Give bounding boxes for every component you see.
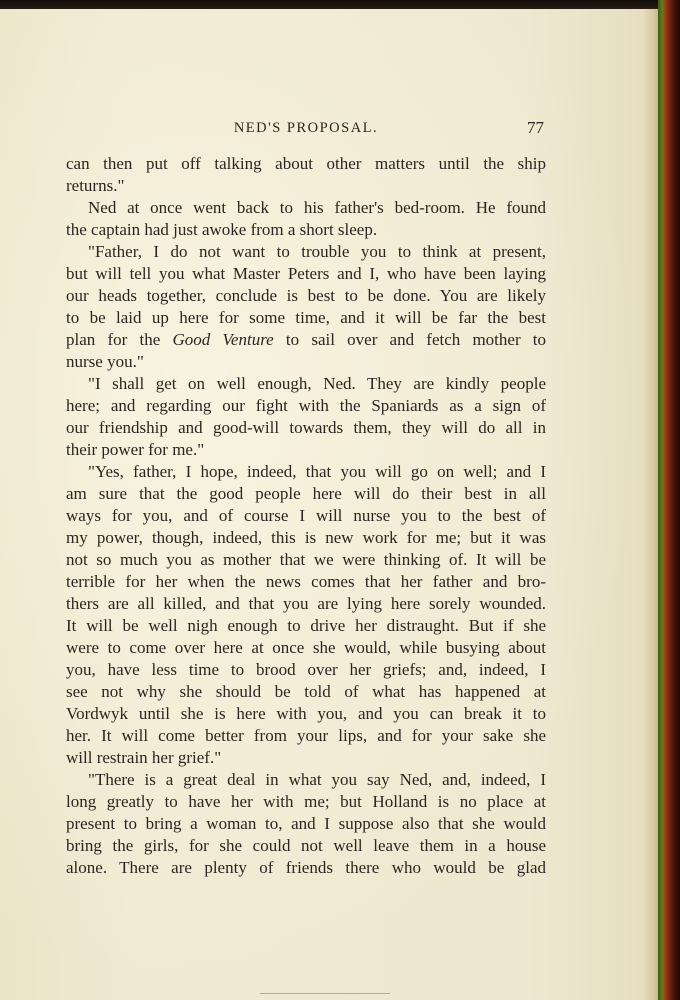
bottom-fold-mark <box>260 993 390 994</box>
text-line: thers are all killed, and that you are lying here sorely wounded. <box>66 594 546 613</box>
text-line: my power, though, indeed, this is new work for me; but it was <box>66 528 546 547</box>
text-line: "Father, I do not want to trouble you to think at present, <box>88 242 546 261</box>
text-line: present to bring a woman to, and I suppose also that she would <box>66 814 546 833</box>
page-edge-shadow <box>644 9 658 1000</box>
text-line: our friendship and good-will towards them, they will do all in <box>66 418 546 437</box>
text-line: were to come over here at once she would, while busying about <box>66 638 546 657</box>
text-line: her. It will come better from your lips, and for your sake she <box>66 726 546 745</box>
text-line: Ned at once went back to his father's bed-room. He found <box>88 198 546 217</box>
text-line: terrible for her when the news comes that her father and bro- <box>66 572 546 591</box>
text-line <box>66 329 546 351</box>
text-line: will restrain her grief." <box>66 748 222 767</box>
text-line: the captain had just awoke from a short sleep. <box>66 220 378 239</box>
text-line: "There is a great deal in what you say Ned, and, indeed, I <box>88 770 546 789</box>
text-segment: to sail over and fetch mother to <box>273 330 546 349</box>
text-line: can then put off talking about other matters until the ship <box>66 154 546 173</box>
text-line: bring the girls, for she could not well leave them in a house <box>66 836 546 855</box>
text-line: to be laid up here for some time, and it will be far the best <box>66 308 546 327</box>
text-line: "I shall get on well enough, Ned. They are kindly people <box>88 374 546 393</box>
text-line: ways for you, and of course I will nurse you to the best of <box>66 506 546 525</box>
text-line: returns." <box>66 176 125 195</box>
text-line: here; and regarding our fight with the Spaniards as a sign of <box>66 396 546 415</box>
text-line: but will tell you what Master Peters and I, who have been laying <box>66 264 546 283</box>
ship-name-italic: Good Venture <box>172 330 274 349</box>
text-line: not so much you as mother that we were thinking of. It will be <box>66 550 546 569</box>
running-title: NED'S PROPOSAL. <box>233 120 379 136</box>
text-line: am sure that the good people here will do their best in all <box>66 484 546 503</box>
text-line: Vordwyk until she is here with you, and you can break it to <box>66 704 546 723</box>
text-line: "Yes, father, I hope, indeed, that you will go on well; and I <box>88 462 546 481</box>
text-line: alone. There are plenty of friends there who would be glad <box>66 858 546 877</box>
text-segment: plan for the <box>66 330 173 349</box>
text-line: see not why she should be told of what has happened at <box>66 682 546 701</box>
text-line: their power for me." <box>66 440 205 459</box>
book-cover-edge <box>658 0 680 1000</box>
body-text <box>66 153 546 879</box>
text-line: our heads together, conclude is best to be done. You are likely <box>66 286 546 305</box>
text-line: you, have less time to brood over her griefs; and, indeed, I <box>66 660 546 679</box>
text-line: long greatly to have her with me; but Holland is no place at <box>66 792 546 811</box>
page-header <box>66 118 546 142</box>
text-line: nurse you." <box>66 352 144 371</box>
page-number: 77 <box>527 118 544 137</box>
text-line: It will be well nigh enough to drive her distraught. But if she <box>66 616 546 635</box>
